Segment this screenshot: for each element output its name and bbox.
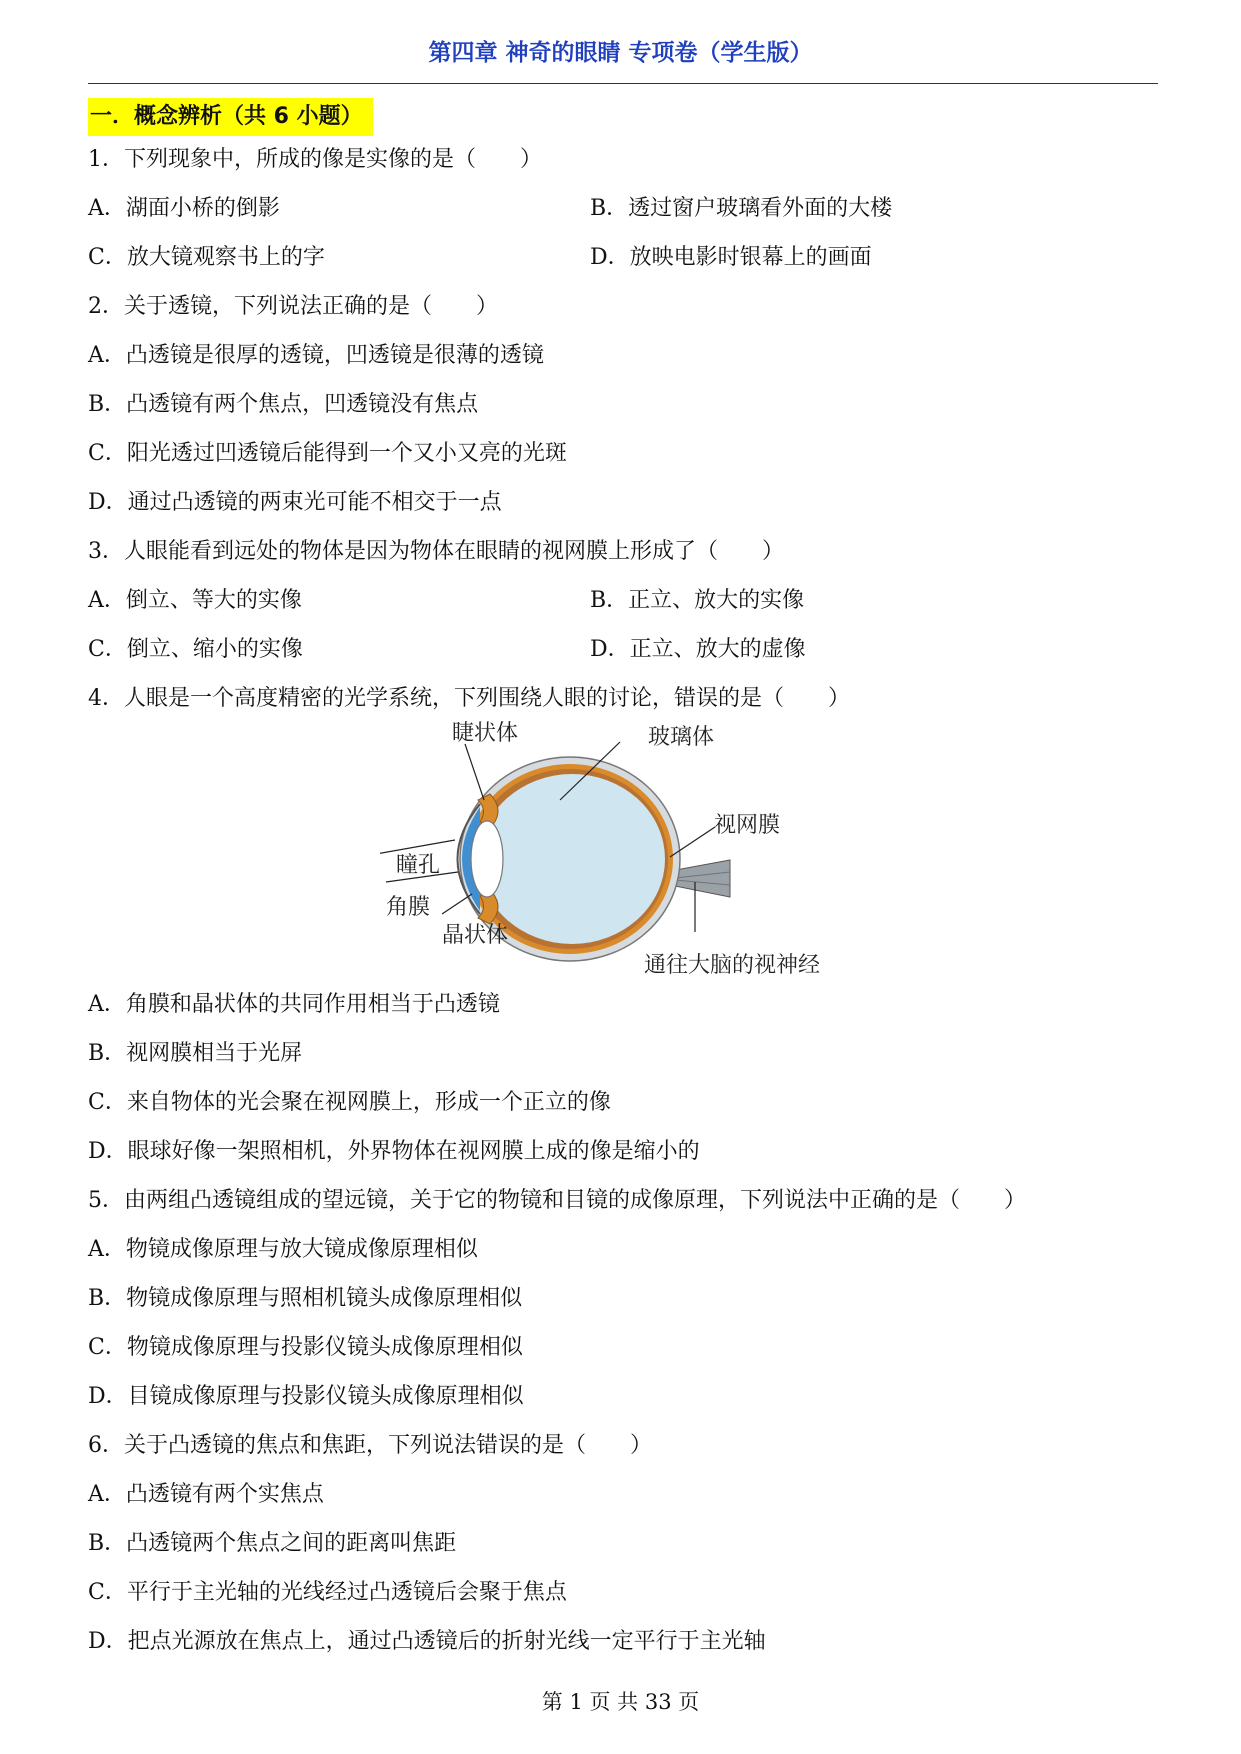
question-1-option-d: D．放映电影时银幕上的画面 <box>590 245 872 270</box>
question-3-option-c: C．倒立、缩小的实像 <box>88 637 303 662</box>
question-2-option-c: C．阳光透过凹透镜后能得到一个又小又亮的光斑 <box>88 441 567 466</box>
page-header-title: 第四章 神奇的眼睛 专项卷（学生版） <box>428 40 813 66</box>
label-ciliary-body: 睫状体 <box>452 721 519 746</box>
question-5-option-a: A．物镜成像原理与放大镜成像原理相似 <box>88 1237 478 1262</box>
question-4-option-a: A．角膜和晶状体的共同作用相当于凸透镜 <box>88 992 500 1017</box>
question-5-option-b: B．物镜成像原理与照相机镜头成像原理相似 <box>88 1286 523 1311</box>
label-pupil: 瞳孔 <box>396 853 441 878</box>
section-heading: 一．概念辨析（共 6 小题） <box>88 98 373 136</box>
question-5-option-d: D．目镜成像原理与投影仪镜头成像原理相似 <box>88 1384 524 1409</box>
label-cornea: 角膜 <box>386 895 431 920</box>
question-4-option-d: D．眼球好像一架照相机，外界物体在视网膜上成的像是缩小的 <box>88 1139 700 1164</box>
question-6-option-a: A．凸透镜有两个实焦点 <box>88 1482 324 1507</box>
label-vitreous-body: 玻璃体 <box>648 725 715 750</box>
question-3-option-d: D．正立、放大的虚像 <box>590 637 806 662</box>
label-retina: 视网膜 <box>714 813 781 838</box>
question-2-option-d: D．通过凸透镜的两束光可能不相交于一点 <box>88 490 502 515</box>
question-4-stem: 4．人眼是一个高度精密的光学系统，下列围绕人眼的讨论，错误的是（ ） <box>88 686 850 711</box>
question-1-option-b: B．透过窗户玻璃看外面的大楼 <box>590 196 893 221</box>
question-6-stem: 6．关于凸透镜的焦点和焦距，下列说法错误的是（ ） <box>88 1433 652 1458</box>
question-5-option-c: C．物镜成像原理与投影仪镜头成像原理相似 <box>88 1335 523 1360</box>
question-6-option-c: C．平行于主光轴的光线经过凸透镜后会聚于焦点 <box>88 1580 567 1605</box>
eye-diagram <box>380 722 880 992</box>
lens-shape <box>471 821 503 897</box>
question-1-option-c: C．放大镜观察书上的字 <box>88 245 325 270</box>
question-5-stem: 5．由两组凸透镜组成的望远镜，关于它的物镜和目镜的成像原理，下列说法中正确的是（ ） <box>88 1188 1027 1213</box>
header-rule <box>88 83 1158 84</box>
question-4-option-b: B．视网膜相当于光屏 <box>88 1041 303 1066</box>
question-3-option-a: A．倒立、等大的实像 <box>88 588 302 613</box>
question-2-option-b: B．凸透镜有两个焦点，凹透镜没有焦点 <box>88 392 479 417</box>
question-3-stem: 3．人眼能看到远处的物体是因为物体在眼睛的视网膜上形成了（ ） <box>88 539 784 564</box>
label-lens: 晶状体 <box>442 923 509 948</box>
question-6-option-b: B．凸透镜两个焦点之间的距离叫焦距 <box>88 1531 457 1556</box>
page-footer: 第 1 页 共 33 页 <box>541 1690 700 1714</box>
question-2-stem: 2．关于透镜，下列说法正确的是（ ） <box>88 294 498 319</box>
question-3-option-b: B．正立、放大的实像 <box>590 588 805 613</box>
question-1-option-a: A．湖面小桥的倒影 <box>88 196 280 221</box>
question-1-stem: 1．下列现象中，所成的像是实像的是（ ） <box>88 147 542 172</box>
question-2-option-a: A．凸透镜是很厚的透镜，凹透镜是很薄的透镜 <box>88 343 544 368</box>
label-optic-nerve: 通往大脑的视神经 <box>644 953 821 978</box>
question-4-option-c: C．来自物体的光会聚在视网膜上，形成一个正立的像 <box>88 1090 611 1115</box>
question-6-option-d: D．把点光源放在焦点上，通过凸透镜后的折射光线一定平行于主光轴 <box>88 1629 766 1654</box>
